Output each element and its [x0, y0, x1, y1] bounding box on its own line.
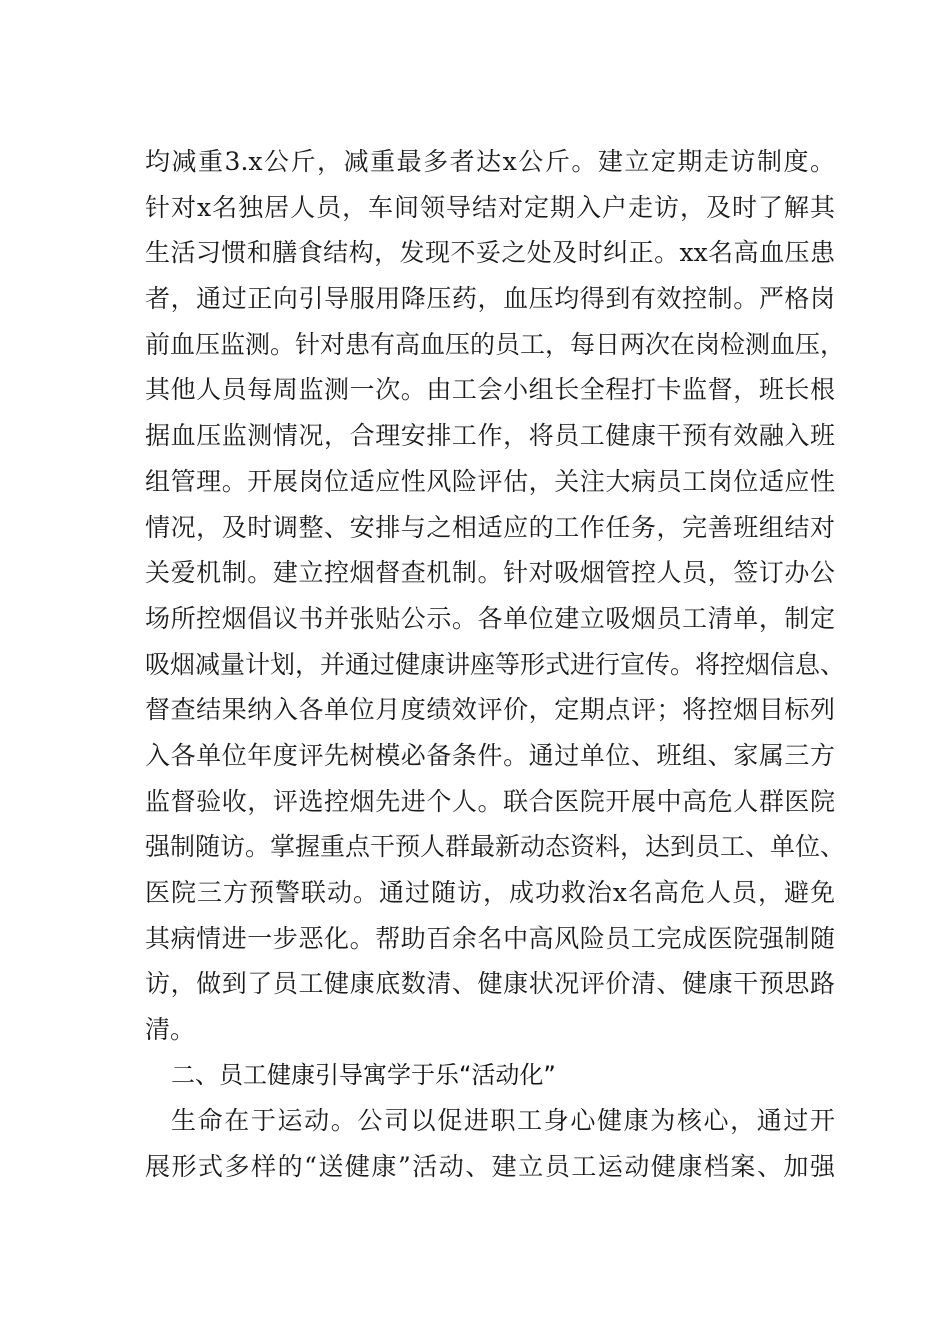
paragraph-health-management [145, 139, 846, 1053]
text-line: 生命在于运动。公司以促进职工身心健康为核心，通过开 [171, 1106, 835, 1136]
text-line: 强制随访。掌握重点干预人群最新动态资料，达到员工、单位、 [145, 832, 846, 862]
text-line: 督查结果纳入各单位月度绩效评价，定期点评；将控烟目标列 [145, 695, 835, 725]
text-line: 医院三方预警联动。通过随访，成功救治x名高危人员，避免 [145, 878, 835, 907]
text-line: 吸烟减量计划，并通过健康讲座等形式进行宣传。将控烟信息、 [145, 649, 846, 679]
document-body [145, 139, 846, 1190]
text-line: 监督验收，评选控烟先进个人。联合医院开展中高危人群医院 [145, 786, 835, 816]
text-line: 场所控烟倡议书并张贴公示。各单位建立吸烟员工清单，制定 [145, 603, 835, 633]
text-line: 针对x名独居人员，车间领导结对定期入户走访，及时了解其 [145, 192, 835, 222]
text-line: 前血压监测。针对患有高血压的员工，每日两次在岗检测血压， [145, 329, 846, 359]
text-line: 组管理。开展岗位适应性风险评估，关注大病员工岗位适应性 [145, 466, 835, 496]
text-line: 入各单位年度评先树模必备条件。通过单位、班组、家属三方 [145, 740, 835, 770]
text-line: 生活习惯和膳食结构，发现不妥之处及时纠正。xx名高血压患 [145, 238, 835, 268]
text-line: 情况，及时调整、安排与之相适应的工作任务，完善班组结对 [145, 512, 835, 542]
text-line: 其他人员每周监测一次。由工会小组长全程打卡监督，班长根 [145, 375, 835, 405]
text-line: 均减重3.x公斤，减重最多者达x公斤。建立定期走访制度。 [145, 147, 835, 176]
text-line: 展形式多样的“送健康”活动、建立员工运动健康档案、加强 [145, 1152, 835, 1182]
text-line: 清。 [145, 1015, 196, 1045]
text-line: 者，通过正向引导服用降压药，血压均得到有效控制。严格岗 [145, 284, 835, 314]
text-line: 其病情进一步恶化。帮助百余名中高风险员工完成医院强制随 [145, 923, 835, 953]
section-heading: 二、员工健康引导寓学于乐“活动化” [171, 1060, 556, 1089]
paragraph-activities [145, 1098, 835, 1189]
text-line: 关爱机制。建立控烟督查机制。针对吸烟管控人员，签订办公 [145, 558, 835, 588]
text-line: 据血压监测情况，合理安排工作，将员工健康干预有效融入班 [145, 421, 835, 451]
text-line: 访，做到了员工健康底数清、健康状况评价清、健康干预思路 [145, 969, 835, 999]
